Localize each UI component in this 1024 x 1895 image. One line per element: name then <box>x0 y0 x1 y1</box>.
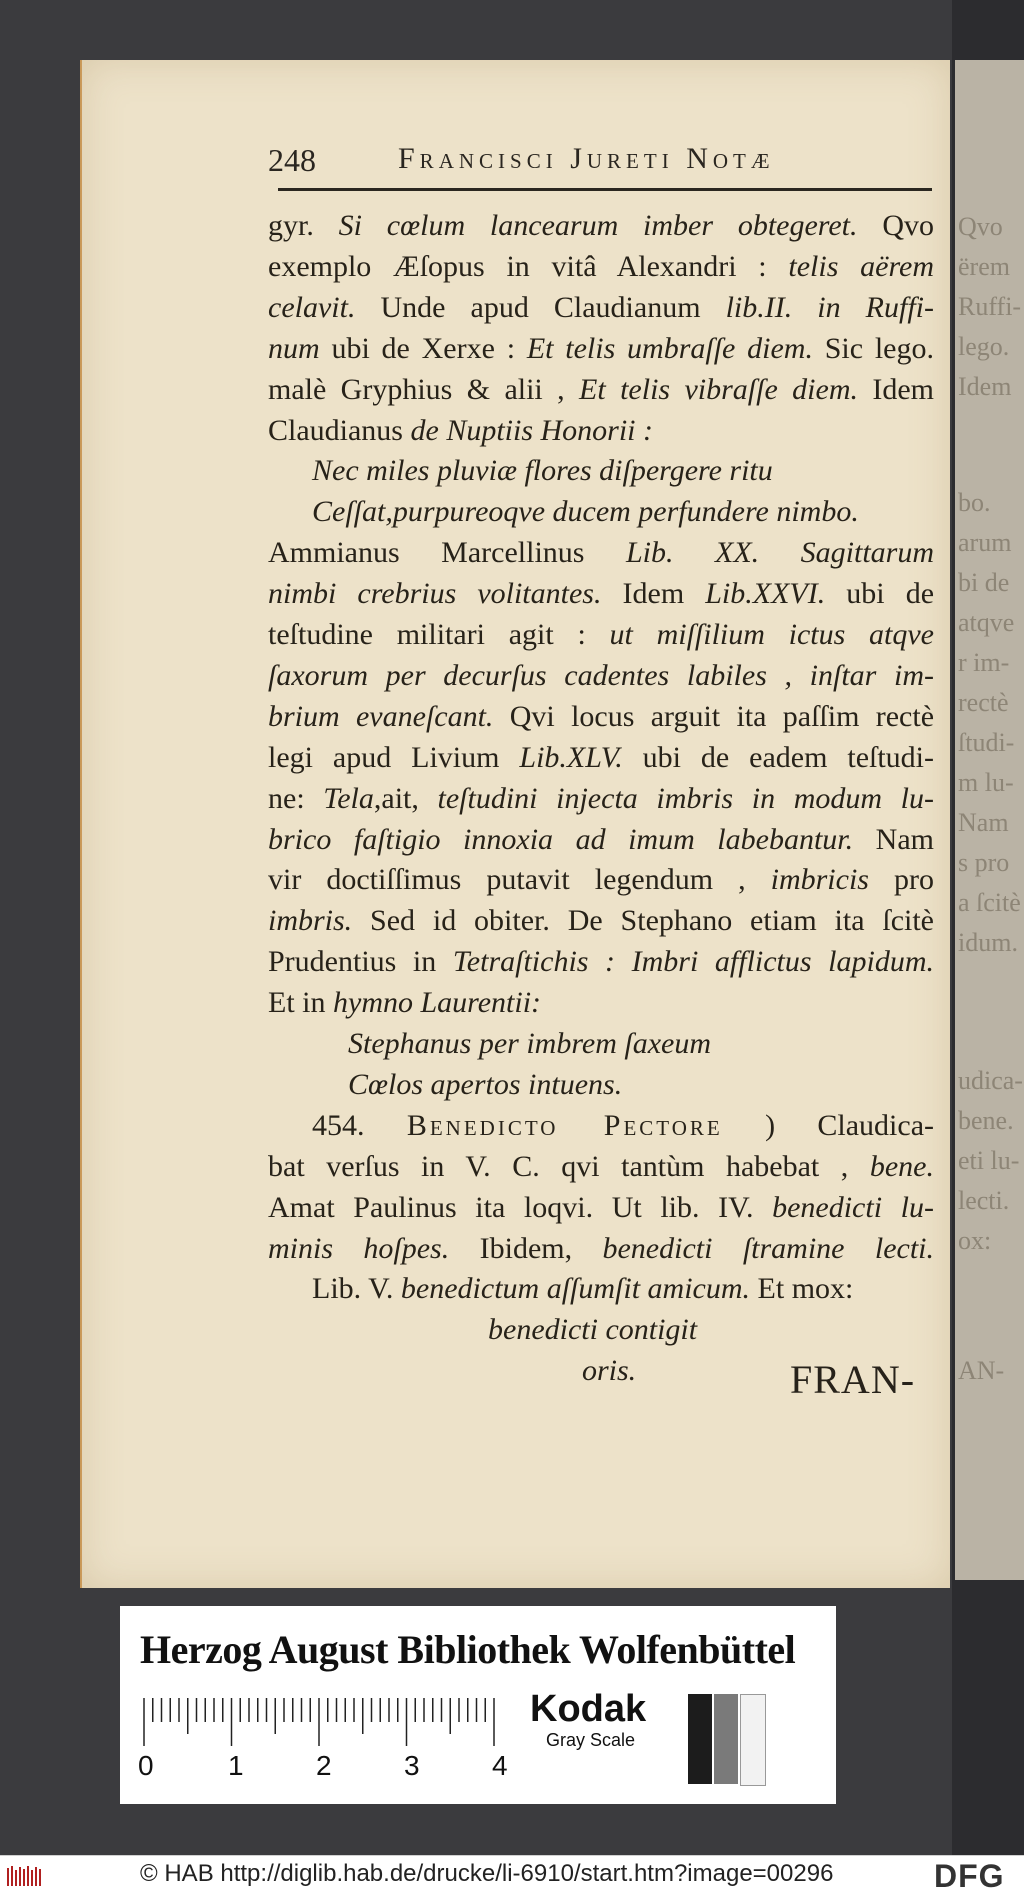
text-line <box>268 697 934 737</box>
italic-text: brium evaneſcant. <box>268 699 494 733</box>
running-head-title: Francisci Jureti Notæ <box>398 142 775 175</box>
italic-text: teſtudini injecta imbris in modum lu- <box>437 781 934 815</box>
library-name: Herzog August Bibliothek Wolfenbüttel <box>140 1627 796 1672</box>
italic-text: Lib.XLV. <box>519 740 623 774</box>
adjacent-text-fragment: Ruffi- <box>958 292 1022 321</box>
color-calibration-card <box>120 1606 836 1804</box>
ruler-number: 4 <box>492 1750 508 1781</box>
text-line <box>268 411 934 451</box>
adjacent-text-fragment: bo. <box>958 488 991 517</box>
roman-text: pro <box>868 863 934 897</box>
text-line <box>268 942 934 982</box>
italic-text: Ceſſat,purpureoqve ducem perfundere nimbo. <box>312 495 859 529</box>
italic-text: brico faſtigio innoxia ad imum labebantur. <box>268 822 854 856</box>
page-number: 248 <box>268 142 316 178</box>
text-line <box>312 1106 934 1146</box>
text-line <box>268 1147 934 1187</box>
italic-text: Si cœlum lancearum imber obtegeret. <box>338 209 858 242</box>
italic-text: ut miſſilium ictus atqve <box>609 618 934 651</box>
italic-text: benedictum aſſumſit amicum. <box>400 1272 751 1306</box>
adjacent-text-fragment: udica- <box>958 1066 1023 1095</box>
text-line <box>268 206 934 246</box>
hab-logo-icon <box>6 1864 46 1888</box>
roman-text: exemplo Æſopus in vitâ Alexandri : <box>268 249 789 283</box>
italic-text: benedicti contigit <box>488 1313 698 1347</box>
ruler-number: 1 <box>228 1750 244 1781</box>
roman-text: malè Gryphius & alii , <box>268 372 580 406</box>
roman-text: teſtudine militari agit : <box>268 618 610 651</box>
text-line <box>268 288 934 328</box>
text-line <box>312 1269 934 1309</box>
adjacent-text-fragment: lecti. <box>958 1186 1010 1215</box>
adjacent-text-fragment: Qvo <box>958 212 1003 241</box>
swatch-white <box>740 1694 766 1786</box>
adjacent-text-fragment: eti lu- <box>958 1146 1020 1175</box>
adjacent-text-fragment: bi de <box>958 568 1010 597</box>
italic-text: Tela <box>323 781 374 815</box>
roman-text: Et in <box>268 986 333 1020</box>
small-caps-text: Benedicto Pectore <box>406 1108 723 1142</box>
adjacent-text-fragment: Idem <box>958 372 1012 401</box>
italic-text: Sagittarum <box>800 536 935 570</box>
adjacent-text-fragment: idum. <box>958 928 1018 957</box>
roman-text: ne: <box>268 781 324 815</box>
swatch-black <box>688 1694 712 1784</box>
running-header <box>268 142 934 186</box>
roman-text: Ammianus Marcellinus <box>268 536 626 570</box>
italic-text: nimbi crebrius volitantes. <box>268 577 602 611</box>
roman-text: Prudentius in <box>268 945 453 979</box>
roman-text: Ibidem, <box>449 1231 603 1265</box>
text-line <box>268 860 934 900</box>
italic-text: benedicti ſtramine lecti. <box>602 1231 935 1265</box>
adjacent-text-fragment: Nam <box>958 808 1009 837</box>
ruler-number: 3 <box>404 1750 420 1781</box>
swatch-gray <box>714 1694 738 1784</box>
adjacent-text-fragment: s pro <box>958 848 1010 877</box>
roman-text: ubi de Xerxe : <box>319 331 527 365</box>
adjacent-text-fragment: arum <box>958 528 1012 557</box>
italic-text: Lib.XXVI. <box>705 577 826 611</box>
italic-text: telis aërem <box>788 249 934 283</box>
roman-text <box>759 536 801 569</box>
italic-text: bene. <box>869 1149 934 1183</box>
italic-text: num <box>268 331 320 365</box>
adjacent-text-fragment: ox: <box>958 1226 992 1255</box>
adjacent-text-fragment: AN- <box>958 1356 1005 1385</box>
text-line <box>268 1229 934 1269</box>
roman-text: Idem <box>601 577 706 611</box>
adjacent-text-fragment: rectè <box>958 688 1009 717</box>
roman-text: Sed id obiter. De Stephano etiam ita ſcitè <box>352 904 934 938</box>
roman-text: Nam <box>853 822 934 856</box>
roman-text: Unde apud Claudianum <box>355 290 726 324</box>
italic-text: Tetraſtichis : Imbri afflictus lapidum. <box>452 945 935 979</box>
footer-bar <box>0 1855 1024 1895</box>
roman-text: Idem <box>857 372 935 406</box>
italic-text: Lib. XX. <box>625 536 760 570</box>
text-line <box>268 533 934 573</box>
italic-text: oris. <box>582 1354 637 1388</box>
adjacent-text-fragment: bene. <box>958 1106 1014 1135</box>
header-rule <box>278 188 932 191</box>
text-line <box>268 370 934 410</box>
footer-copyright-url[interactable]: © HAB http://diglib.hab.de/drucke/li-6910/start.htm?image=00296 <box>140 1860 834 1887</box>
italic-text: Et telis umbraſſe diem. <box>526 331 813 365</box>
roman-text: Et mox: <box>750 1272 854 1306</box>
text-line <box>488 1310 934 1350</box>
italic-text: imbricis <box>770 863 869 897</box>
italic-text: hymno Laurentii: <box>333 986 542 1020</box>
roman-text: ubi de eadem teſtudi- <box>622 740 935 774</box>
roman-text: ,ait, <box>373 781 438 815</box>
text-line <box>348 1065 934 1105</box>
roman-text: Amat Paulinus ita loqvi. Ut lib. IV. <box>268 1190 773 1224</box>
adjacent-text-fragment: m lu- <box>958 768 1014 797</box>
dfg-logo: DFG <box>934 1858 1005 1894</box>
text-line <box>268 983 934 1023</box>
text-line <box>348 1024 934 1064</box>
roman-text: Qvo <box>857 209 935 242</box>
ruler-number: 0 <box>138 1750 154 1781</box>
italic-text: imbris. <box>268 904 353 938</box>
roman-text: Claudianus <box>268 413 411 447</box>
text-line <box>268 820 934 860</box>
text-line <box>268 656 934 696</box>
italic-text: Et telis vibraſſe diem. <box>579 372 858 406</box>
adjacent-text-fragment: ſtudi- <box>958 728 1015 757</box>
text-line <box>268 574 934 614</box>
brand-name: Kodak <box>530 1688 647 1730</box>
roman-text: gyr. <box>268 209 339 242</box>
roman-text: bat verſus in V. C. qvi tantùm habebat , <box>268 1149 870 1183</box>
roman-text: Sic lego. <box>812 331 934 365</box>
adjacent-text-fragment: lego. <box>958 332 1010 361</box>
gray-scale-label: Gray Scale <box>546 1730 636 1750</box>
roman-text: Lib. V. <box>312 1272 401 1306</box>
text-line <box>268 247 934 287</box>
text-line <box>268 1188 934 1228</box>
italic-text: benedicti lu- <box>772 1190 935 1224</box>
roman-text: legi apud Livium <box>268 740 520 774</box>
italic-text: de Nuptiis Honorii : <box>410 413 654 447</box>
text-line <box>268 615 934 655</box>
text-line <box>268 329 934 369</box>
text-line <box>312 492 934 532</box>
catchword: FRAN- <box>790 1357 916 1402</box>
roman-text: ubi de <box>825 577 935 611</box>
ruler-number: 2 <box>316 1750 332 1781</box>
italic-text: celavit. <box>268 290 356 324</box>
roman-text: 454. <box>312 1108 407 1142</box>
text-line <box>268 738 934 778</box>
adjacent-text-fragment: a ſcitè <box>958 888 1021 917</box>
text-line <box>312 451 934 491</box>
italic-text: ſaxorum per decurſus cadentes labiles , inſtar im- <box>268 658 934 692</box>
text-line <box>268 901 934 941</box>
adjacent-text-fragment: atqve <box>958 608 1015 637</box>
roman-text: ) Claudica- <box>722 1108 934 1142</box>
italic-text: Nec miles pluviæ flores diſpergere ritu <box>312 454 773 488</box>
italic-text: minis hoſpes. <box>268 1231 450 1265</box>
adjacent-text-fragment: ërem <box>958 252 1010 281</box>
italic-text: Stephanus per imbrem ſaxeum <box>348 1027 711 1060</box>
italic-text: lib.II. in Ruffi- <box>725 290 934 324</box>
adjacent-text-fragment: r im- <box>958 648 1010 677</box>
roman-text: Qvi locus arguit ita paſſim rectè <box>493 699 935 733</box>
text-line <box>268 779 934 819</box>
italic-text: Cœlos apertos intuens. <box>348 1067 623 1101</box>
roman-text: vir doctiſſimus putavit legendum , <box>268 863 771 897</box>
